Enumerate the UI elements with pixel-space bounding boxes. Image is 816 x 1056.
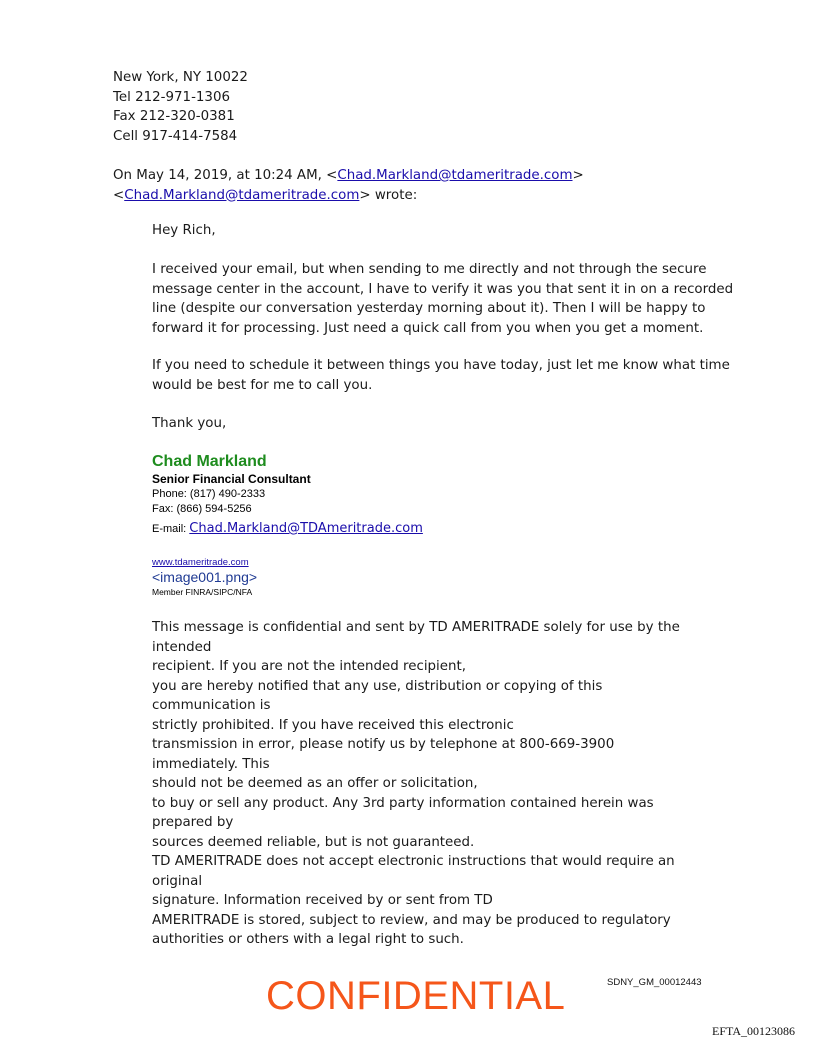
disclaimer: This message is confidential and sent by TD AMERITRADE solely for use by the intended recipient. If you are not the intended recipient, you are hereby notified that any use, distribution or copying of this communication is strictly prohibited. If you have received this electronic transmission in error, please notify us by telephone at 800-669-3900 immediately. This should not be deemed as an offer or solicitation, to buy or sell any product. Any 3rd party information contained herein was prepared by sources deemed reliable, but is not guaranteed. TD AMERITRADE does not accept electronic instructions that would require an original signature. Information received by or sent from TD AMERITRADE is stored, subject to review, and may be produced to regulatory authorities or others with a legal right to such.	[152, 620, 680, 947]
bates-number: SDNY_GM_00012443	[607, 977, 702, 988]
message-paragraph-2: If you need to schedule it between things you have today, just let me know what time would be best for me to call you.	[152, 358, 730, 393]
address-block	[113, 68, 248, 146]
fax-line: Fax 212-320-0381	[113, 109, 235, 124]
sender-name: Chad Markland	[152, 453, 267, 470]
tel-line: Tel 212-971-1306	[113, 89, 230, 105]
member-finra: Member FINRA/SIPC/NFA	[152, 587, 253, 597]
cell-line: Cell 917-414-7584	[113, 128, 238, 144]
quote-header	[113, 166, 584, 205]
message-closing: Thank you,	[152, 416, 227, 431]
quote-header-line-1: On May 14, 2019, at 10:24 AM, <Chad.Markland@tdameritrade.com>	[113, 168, 584, 183]
sender-email-link[interactable]: Chad.Markland@tdameritrade.com	[337, 168, 573, 183]
sender-signature-email-link[interactable]: Chad.Markland@TDAmeritrade.com	[189, 521, 423, 536]
sender-email-link-2[interactable]: Chad.Markland@tdameritrade.com	[124, 187, 360, 203]
sender-email-row	[152, 517, 423, 536]
image-placeholder: <image001.png>	[152, 569, 258, 585]
sender-fax: Fax: (866) 594-5256	[152, 503, 252, 515]
website-link[interactable]: www.tdameritrade.com	[152, 557, 249, 568]
address-line: New York, NY 10022	[113, 70, 248, 85]
message-paragraph-1: I received your email, but when sending to me directly and not through the secure message center in the account, I have to verify it was you that sent it in on a recorded line (despite our conversation yesterday morning about it). Then I will be happy to forward it for processing. Just need a quick call from you when you get a moment.	[152, 262, 734, 336]
message-greeting: Hey Rich,	[152, 223, 216, 238]
quote-header-line-2: <Chad.Markland@tdameritrade.com> wrote:	[113, 187, 418, 203]
sender-phone: Phone: (817) 490-2333	[152, 488, 266, 500]
efta-number: EFTA_00123086	[712, 1024, 796, 1038]
sender-email-label: E-mail:	[152, 523, 190, 535]
sender-title: Senior Financial Consultant	[152, 472, 311, 486]
confidential-stamp: CONFIDENTIAL	[266, 974, 566, 1018]
